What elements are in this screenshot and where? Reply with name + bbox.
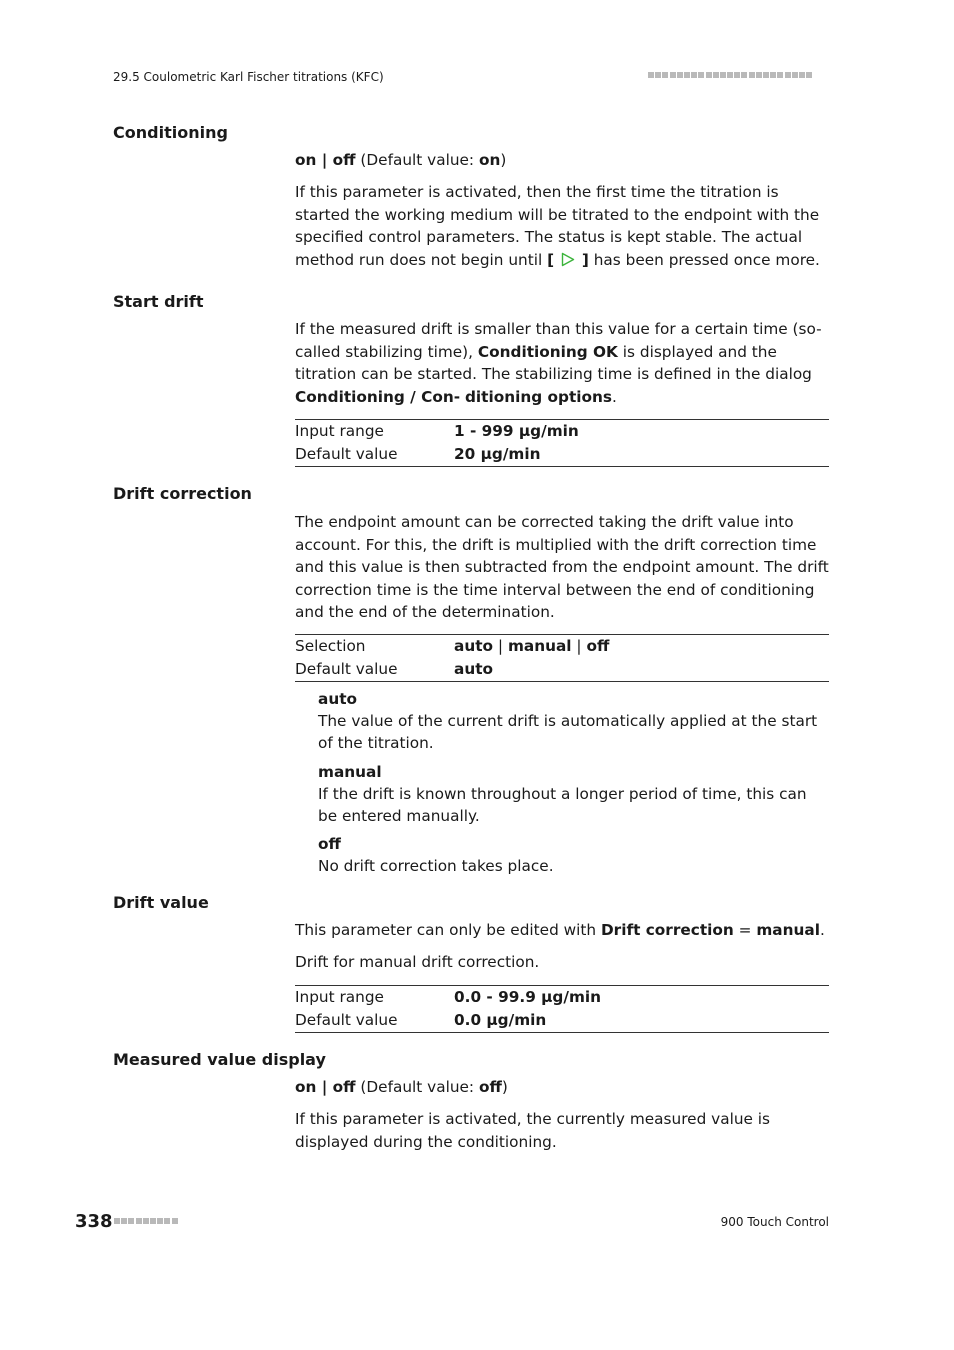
measured-value-display-description: If this parameter is activated, the currently measured value is displayed during the conditioning.: [295, 1110, 771, 1151]
table-row: Default value 20 µg/min: [295, 445, 541, 463]
default-value: on: [478, 151, 501, 169]
header-decoration: [648, 72, 829, 80]
product-name: 900 Touch Control: [720, 1215, 829, 1229]
drift-value-parameter-table: [295, 985, 829, 1033]
page-number: 338: [75, 1211, 113, 1232]
drift-correction-parameter-table: [295, 634, 829, 682]
drift-value-note: This parameter can only be edited with Drift correction = manual.: [295, 921, 825, 939]
drift-correction-title: Drift correction: [113, 484, 252, 503]
conditioning-description: If this parameter is activated, then the first time the titration is started the working medium will be titrated to the endpoint with the specified control parameters. The status is kept stable. The actual method run does not begin until [ ] has been pressed once more.: [295, 181, 829, 273]
table-row: Input range 1 - 999 µg/min: [295, 422, 579, 440]
option-auto: auto The value of the current drift is automatically applied at the start of the titration.: [318, 690, 818, 752]
measured-value-display-options: on | off (Default value: off): [295, 1078, 508, 1096]
table-row: Selection auto | manual | off: [295, 637, 610, 655]
option-on: on: [295, 1078, 317, 1096]
measured-value-display-title: Measured value display: [113, 1050, 326, 1069]
table-row: Default value auto: [295, 660, 494, 678]
option-off: off: [332, 1078, 356, 1096]
running-header: 29.5 Coulometric Karl Fischer titrations (KFC): [113, 70, 384, 84]
option-on: on: [295, 151, 317, 169]
start-drift-parameter-table: [295, 419, 829, 467]
option-off: off: [332, 151, 356, 169]
option-off: off No drift correction takes place.: [318, 835, 554, 875]
option-manual: manual If the drift is known throughout a longer period of time, this can be entered manually.: [318, 763, 807, 825]
drift-value-title: Drift value: [113, 893, 209, 912]
drift-value-description: Drift for manual drift correction.: [295, 953, 540, 971]
drift-correction-description: The endpoint amount can be corrected taking the drift value into account. For this, the drift is multiplied with the drift correction time and this value is then subtracted from the endpoint amount. The drift correction time is the time interval between the end of conditioning and the end of the determination.: [295, 513, 829, 621]
start-drift-title: Start drift: [113, 292, 204, 311]
table-row: Default value 0.0 µg/min: [295, 1011, 547, 1029]
play-icon: [561, 251, 575, 274]
start-drift-description: If the measured drift is smaller than this value for a certain time (so-called stabilizing time), Conditioning OK is displayed and the titration can be started. The stabilizing time is defined in the dialog Conditioning / Con- ditioning options.: [295, 320, 822, 406]
footer-decoration: [114, 1218, 184, 1226]
conditioning-options: on | off (Default value: on): [295, 151, 507, 169]
default-value: off: [478, 1078, 502, 1096]
conditioning-title: Conditioning: [113, 123, 228, 142]
table-row: Input range 0.0 - 99.9 µg/min: [295, 988, 602, 1006]
